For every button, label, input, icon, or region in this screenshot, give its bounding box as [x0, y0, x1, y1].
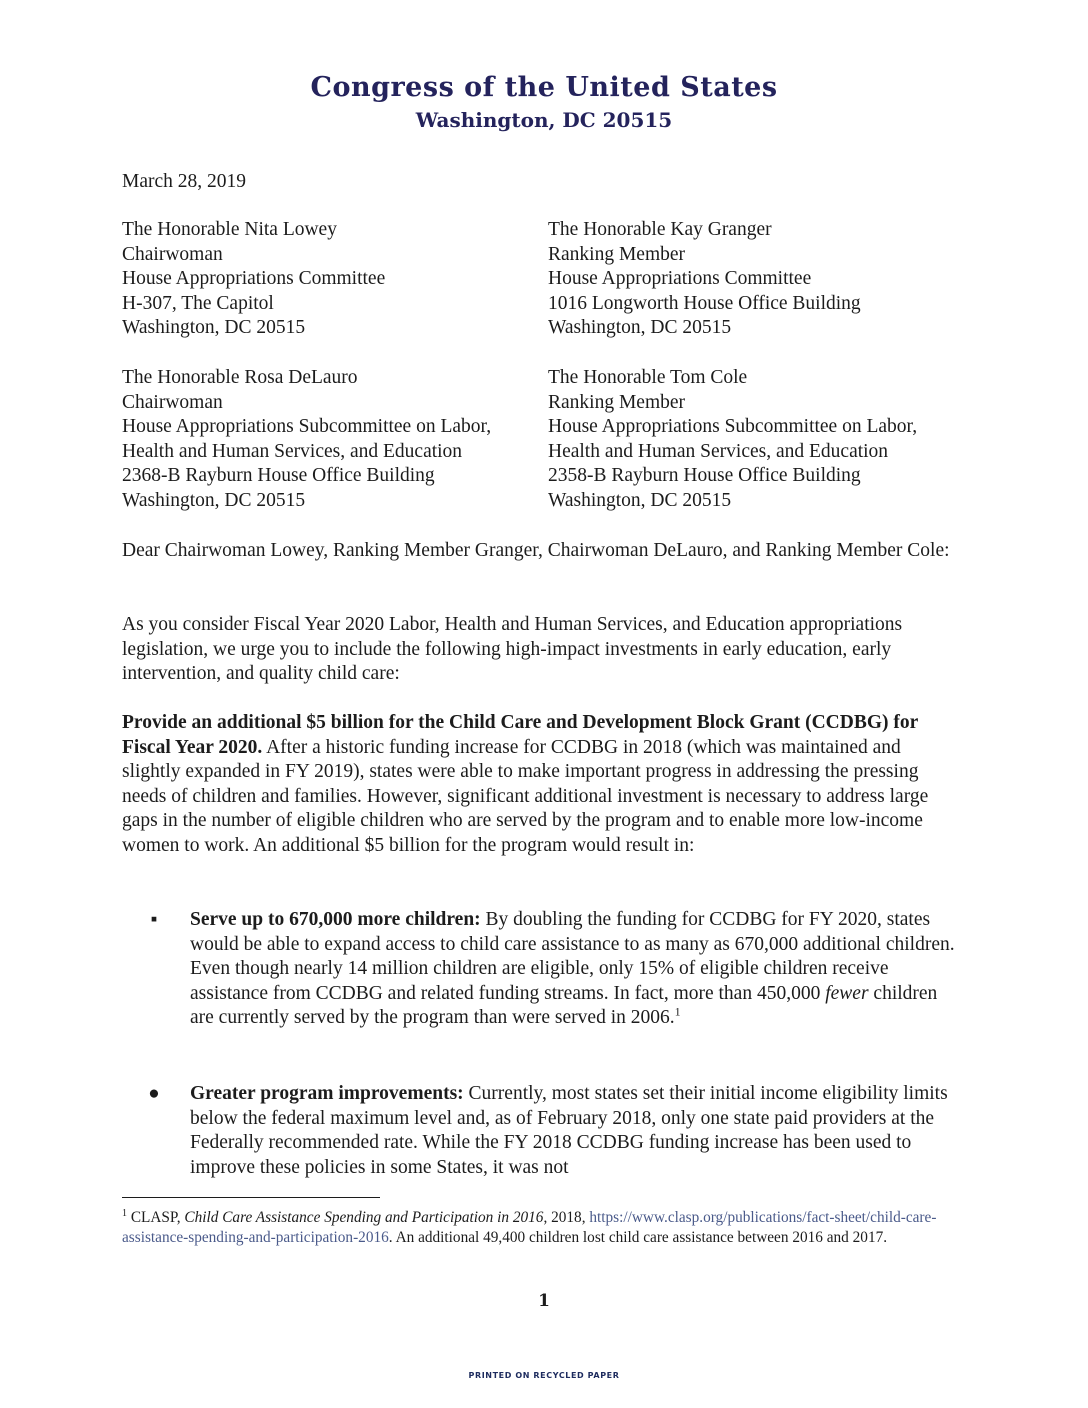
- bullet-emphasis: fewer: [825, 982, 869, 1004]
- letterhead-title: Congress of the United States: [310, 72, 778, 103]
- salutation: Dear Chairwoman Lowey, Ranking Member Granger, Chairwoman DeLauro, and Ranking Member Cole:: [122, 540, 950, 561]
- footnote-link[interactable]: https://www.clasp.org/publications/fact-sheet/child-care-assistance-spending-and-participation-2016: [122, 1209, 937, 1246]
- bullet-heading: Greater program improvements:: [190, 1083, 464, 1104]
- recipient-line: 2358-B Rayburn House Office Building: [548, 465, 861, 487]
- recipient-delauro: [122, 366, 542, 514]
- recipient-line: The Honorable Nita Lowey: [122, 219, 337, 240]
- recipient-line: Ranking Member: [548, 391, 686, 413]
- recipient-line: House Appropriations Committee: [122, 268, 386, 290]
- recipient-line: Chairwoman: [122, 243, 223, 265]
- bullet-icon: ●: [148, 1083, 160, 1104]
- letter-date: March 28, 2019: [122, 171, 247, 192]
- recipient-line: 2368-B Rayburn House Office Building: [122, 465, 435, 487]
- recipient-line: House Appropriations Subcommittee on Labor,: [548, 416, 918, 438]
- recipient-line: House Appropriations Subcommittee on Labor,: [122, 416, 492, 438]
- bullet-body: children are currently served by the program than were served in 2006.: [190, 982, 938, 1029]
- recipient-lowey: [122, 218, 542, 341]
- recipient-line: Washington, DC 20515: [548, 317, 732, 339]
- recipient-line: The Honorable Rosa DeLauro: [122, 367, 358, 388]
- recipient-line: The Honorable Kay Granger: [548, 219, 772, 240]
- recycled-paper-note: PRINTED ON RECYCLED PAPER: [468, 1371, 620, 1380]
- recipient-line: The Honorable Tom Cole: [548, 367, 748, 388]
- recipient-line: Washington, DC 20515: [122, 317, 306, 339]
- page-number: 1: [538, 1291, 550, 1311]
- footnote-1: [122, 1208, 962, 1247]
- bullet-icon: ▪: [150, 909, 158, 930]
- recipient-line: 1016 Longworth House Office Building: [548, 292, 861, 314]
- intro-paragraph: As you consider Fiscal Year 2020 Labor, Health and Human Services, and Education appropriations legislation, we urge you to include the following high-impact investments in early education, early intervention, and quality child care:: [122, 614, 903, 685]
- bullet-program-improvements: [148, 1082, 958, 1180]
- recipient-line: Health and Human Services, and Education: [548, 440, 889, 462]
- footnote-title: Child Care Assistance Spending and Participation in 2016: [184, 1209, 544, 1226]
- footnote-note: . An additional 49,400 children lost child care assistance between 2016 and 2017.: [388, 1228, 888, 1246]
- letterhead-address: Washington, DC 20515: [415, 108, 673, 132]
- recipient-line: Washington, DC 20515: [122, 489, 306, 511]
- bullet-serve-children: [150, 908, 958, 1031]
- recipient-cole: [548, 366, 968, 514]
- bullet-body: By doubling the funding for CCDBG for FY 2020, states would be able to expand access to child care assistance to as many as 670,000 additional children. Even though nearly 14 million children are eligible, only 15% of eligible children receive assistance from CCDBG and related funding streams. In fact, more than 450,000: [190, 909, 955, 1004]
- recipient-line: Washington, DC 20515: [548, 489, 732, 511]
- footnote-divider: [122, 1197, 380, 1198]
- bullet-heading: Serve up to 670,000 more children:: [190, 909, 481, 930]
- recipient-granger: [548, 218, 968, 341]
- ccdbg-heading: Provide an additional $5 billion for the Child Care and Development Block Grant (CCDBG) for Fiscal Year 2020.: [122, 712, 918, 758]
- footnote-reference[interactable]: 1: [674, 1004, 681, 1019]
- footnote-year: , 2018,: [543, 1209, 586, 1226]
- recipient-line: Health and Human Services, and Education: [122, 440, 463, 462]
- bullet-body: Currently, most states set their initial income eligibility limits below the federal maximum level and, as of February 2018, only one state paid providers at the Federally recommended rate. While the FY 2018 CCDBG funding increase has been used to improve these policies in some States, it was not: [190, 1083, 948, 1178]
- footnote-source: CLASP,: [130, 1209, 181, 1226]
- recipient-line: H-307, The Capitol: [122, 292, 274, 314]
- footnote-number: 1: [122, 1207, 127, 1219]
- recipient-line: Ranking Member: [548, 243, 686, 265]
- recipient-line: House Appropriations Committee: [548, 268, 812, 290]
- ccdbg-body: After a historic funding increase for CCDBG in 2018 (which was maintained and slightly expanded in FY 2019), states were able to make important progress in addressing the pressing needs of children and families. However, significant additional investment is necessary to address large gaps in the number of eligible children who are served by the program and to enable more low-income women to work. An additional $5 billion for the program would result in:: [122, 736, 929, 856]
- ccdbg-paragraph: [122, 711, 962, 859]
- recipient-line: Chairwoman: [122, 391, 223, 413]
